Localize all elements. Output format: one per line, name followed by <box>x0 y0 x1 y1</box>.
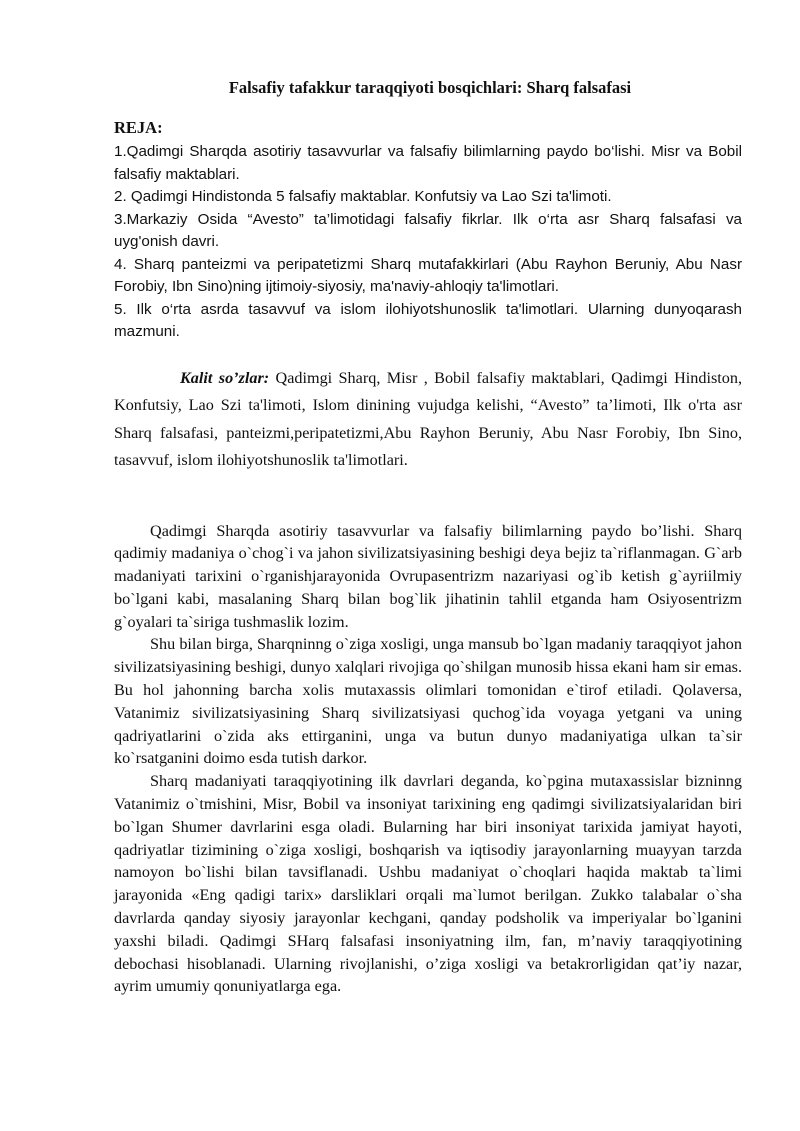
body-paragraph: Qadimgi Sharqda asotiriy tasavvurlar va falsafiy bilimlarning paydo bo’lishi. Sharq qadimiy madaniya o`chog`i va jahon sivilizatsiyasining beshigi deya bejiz ta`riflanmagan. G`arb madaniyati tarixini o`rganishjarayonida Ovrupasentrizm nazariyasi og`ib ketish g`ayriilmiy bo`lgani kabi, masalaning Sharq bilan bog`lik jihatinin tahlil etganda ham Osiyosentrizm g`oyalari ta`siriga tushmaslik lozim. <box>114 521 742 631</box>
body-paragraph: Shu bilan birga, Sharqninng o`ziga xosligi, unga mansub bo`lgan madaniy taraqqiyot jahon sivilizatsiyasining beshigi, dunyo xalqlari rivojiga qo`shilgan munosib hissa ekani ham sir emas. Bu hol jahonning barcha xolis mutaxassis olimlari tomonidan e`tirof etiladi. Qolaversa, Vatanimiz sivilizatsiyasining Sharq sivilizatsiyasi quchog`ida voyaga yetgani va uning qadriyatlarini o`zida aks ettirganini, unga va butun dunyo madaniyatiga ulkan ta`sir ko`rsatganini doimo esda tutish darkor. <box>114 635 742 768</box>
plan-item: 5. Ilk o‘rta asrda tasavvuf va islom ilohiyotshunoslik ta'limotlari. Ularning dunyoqarash mazmuni. <box>114 300 742 340</box>
document-title: Falsafiy tafakkur taraqqiyoti bosqichlari: Sharq falsafasi <box>228 78 632 97</box>
plan-item: 2. Qadimgi Hindistonda 5 falsafiy maktablar. Konfutsiy va Lao Szi ta'limoti. <box>114 188 612 205</box>
plan-item: 4. Sharq panteizmi va peripatetizmi Sharq mutafakkirlari (Abu Rayhon Beruniy, Abu Nasr Forobiy, Ibn Sino)ning ijtimoiy-siyosiy, ma'naviy-ahloqiy ta'limotlari. <box>114 255 742 295</box>
keywords-paragraph <box>114 365 742 475</box>
keywords-text: Qadimgi Sharq, Misr , Bobil falsafiy maktablari, Qadimgi Hindiston, Konfutsiy, Lao Szi ta'limoti, Islom dinining vujudga kelishi, “Avesto” ta’limoti, Ilk o'rta asr Sharq falsafasi, panteizmi,peripatetizmi,Abu Rayhon Beruniy, Abu Nasr Forobiy, Ibn Sino, tasavvuf, islom ilohiyotshunoslik ta'limotlari. <box>114 368 743 469</box>
plan-item: 3.Markaziy Osida “Avesto” ta’limotidagi falsafiy fikrlar. Ilk o‘rta asr Sharq falsafasi va uyg'onish davri. <box>114 210 742 250</box>
plan-heading: REJA: <box>114 118 163 137</box>
plan-section <box>114 116 742 344</box>
keywords-label: Kalit so’zlar: <box>180 368 270 387</box>
body-paragraph: Sharq madaniyati taraqqiyotining ilk davrlari deganda, ko`pgina mutaxassislar bizninng Vatanimiz o`tmishini, Misr, Bobil va insoniyat tarixining eng qadimgi sivilizatsiyalaridan biri bo`lgan Shumer davrlarini esga oladi. Bularning har biri insoniyat tarixida jamiyat hayoti, qadriyatlar tizimining o`ziga xosligi, boshqarish va iqtisodiy jarayonlarning muayyan tarzda namoyon bo`lishi bilan tavsiflanadi. Ushbu madaniyat o`choqlari haqida maktab ta`limi jarayonida «Eng qadigi tarix» darsliklari orqali ma`lumot berilgan. Zukko talabalar o`sha davrlarda qanday siyosiy jarayonlar kechgani, qanday podsholik va imperiyalar bo`lganini yaxshi biladi. Qadimgi SHarq falsafasi insoniyatning ilm, fan, m’naviy taraqqiyotining debochasi hisoblanadi. Ularning rivojlanishi, o’ziga xosligi va betakrorligidan qat’iy nazar, ayrim umumiy qonuniyatlarga ega. <box>114 772 742 996</box>
body-text <box>114 520 742 999</box>
plan-item: 1.Qadimgi Sharqda asotiriy tasavvurlar va falsafiy bilimlarning paydo bo‘lishi. Misr va Bobil falsafiy maktablari. <box>114 143 742 183</box>
